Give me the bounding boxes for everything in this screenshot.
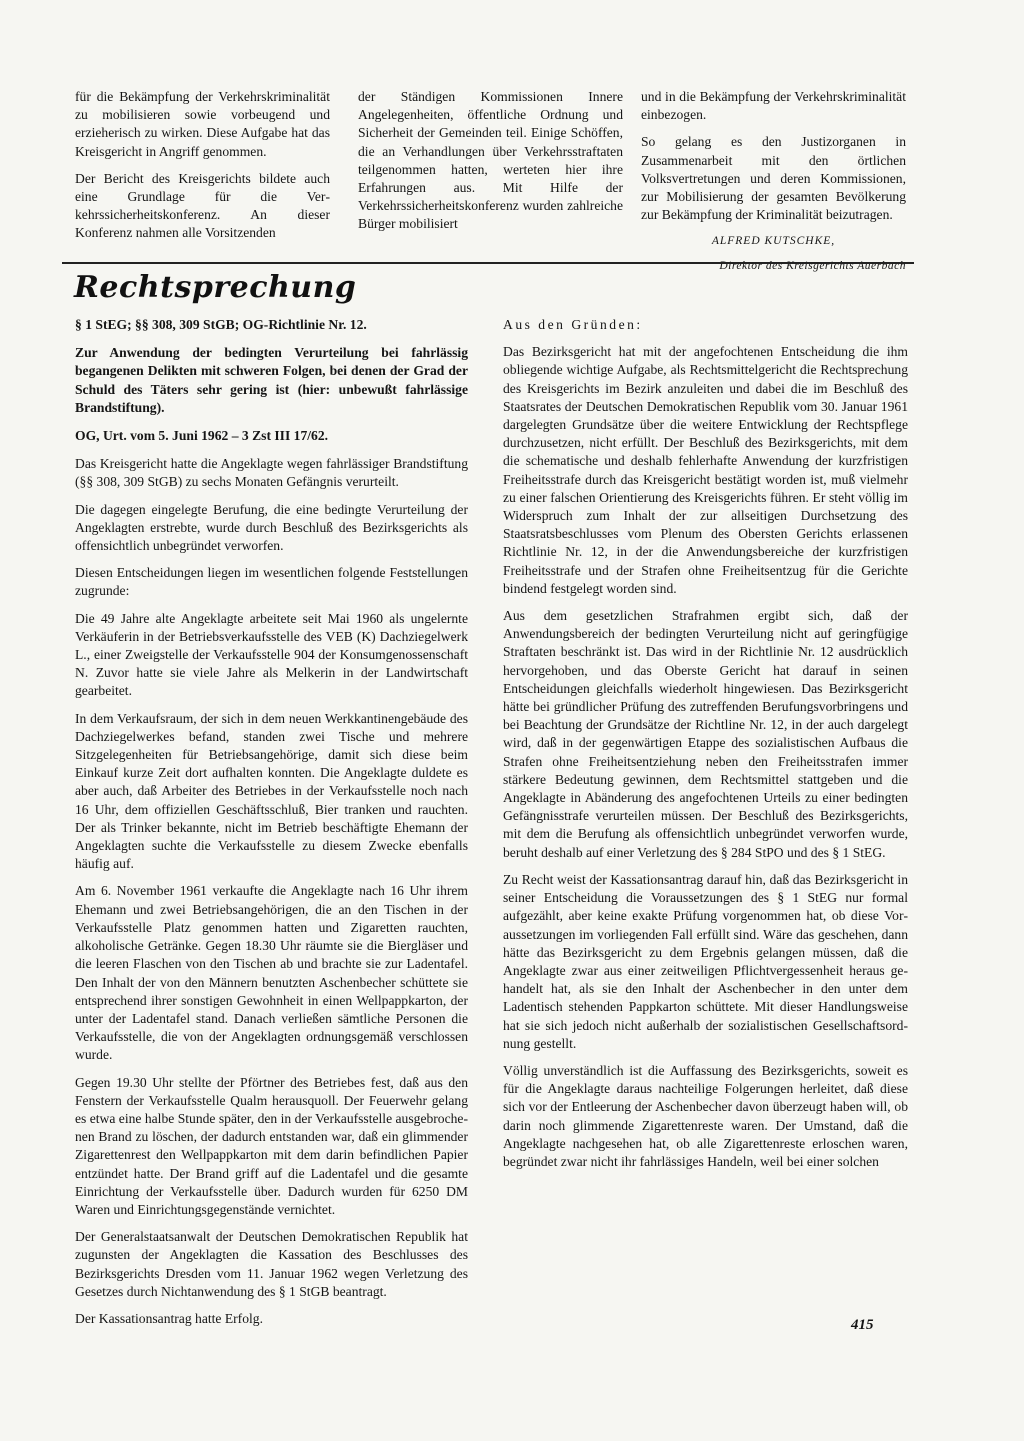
paragraph: Die dagegen eingelegte Berufung, die eine bedingte Verurteilung der Angeklagten erstrebte, wurde durch Beschluß des Bezirksgerichts als offensichtlich unbegründet verworfen.: [75, 501, 468, 554]
signature-name: ALFRED KUTSCHKE,: [711, 235, 836, 248]
paragraph: Gegen 19.30 Uhr stellte der Pförtner des Betriebes fest, daß aus den Fenstern der Verkaufsstelle Qualm herausquoll. Der Feuerwehr gelang es etwa eine halbe Stunde später, den in der Verkaufsstelle ausgebrochenen Brand zu löschen, der dadurch entstanden war, daß ein glimmender Zigarettenrest den Wellpappkarton mit dem darin befindlichen Papier entzündet hatte. Der Brand griff auf die Ladentafel und die gesamte Einrichtung der Verkaufsstelle über. Dadurch wurden für 6250 DM Waren und Einrichtungsgegenstände vernichtet.: [75, 1074, 468, 1217]
case-left-column: [75, 316, 468, 1328]
signature-role: Direktor des Kreisgerichts Auerbach: [719, 260, 906, 273]
paragraph: Diesen Entscheidungen liegen im wesentlichen folgende Feststellungen zugrunde:: [75, 565, 468, 599]
paragraph: So gelang es den Justizorganen in Zusammenarbeit mit den örtlichen Volksvertretungen und deren Kommissionen, zur Mobilisierung der gesamten Bevölkerung zur Bekämpfung der Kriminalität beizutragen.: [641, 134, 906, 223]
paragraph: In dem Verkaufsraum, der sich in dem neuen Werkkantinengebäude des Dachziegelwerkes befand, standen zwei Tische und mehrere Sitzgelegenheiten für Betriebsangehörige, damit sich diese beim Einkauf kurze Zeit dort aufhalten konnten. Die Angeklagte duldete es aber auch, daß Arbeiter des Betriebes in der Verkaufsstelle noch nach 16 Uhr, dem offiziellen Geschäftsschluß, Bier tranken und rauchten. Der als Trinker bekannte, nicht im Betrieb beschäftigte Ehemann der Angeklagten suchte die Verkaufsstelle zu diesem Zwecke ebenfalls häufig auf.: [75, 710, 468, 872]
paragraph: Der Kassationsantrag hatte Erfolg.: [75, 1310, 263, 1326]
case-right-column: [503, 316, 908, 1171]
top-column-3: [641, 88, 906, 274]
section-divider: [62, 262, 914, 264]
paragraph: und in die Bekämpfung der Verkehrskriminalität einbezogen.: [641, 89, 906, 123]
paragraph: für die Bekämpfung der Verkehrskriminalität zu mobilisieren sowie vorbeugend und erzieherisch zu wirken. Diese Aufgabe hat das Kreisgericht in Angriff genommen.: [75, 89, 330, 159]
paragraph: Aus dem gesetzlichen Strafrahmen ergibt sich, daß der Anwendungsbereich der bedingten Verurteilung nicht auf geringfügige Straftaten beschränkt ist. Das wird in der Richtlinie Nr. 12 ausdrücklich hervorgehoben, und das Oberste Gericht hat darauf in seinen Entscheidungen gleichfalls wiederholt hingewiesen. Das Bezirksgericht hätte bei gründlicher Prüfung des zutreffenden Berufungsvorbringens und bei Beachtung der Grundsätze der Richtline Nr. 12, in der auch dargelegt wird, daß in der gegenwärtigen Etappe des sozialistischen Aufbaus die Strafen ohne Freiheitsentziehung neben den Freiheitsstrafen immer stärkere Bedeutung gewinnen, dem Rechtsmittel stattgeben und die Angeklagte in Abänderung des angefochtenen Urteils zu einer bedingten Gefängnisstrafe verurteilen müssen. Der Beschluß des Bezirksgerichts, mit dem die Berufung als offensichtlich unbegründet verworfen wurde, beruht deshalb auf einer Verletzung des § 284 StPO und des § 1 StEG.: [503, 608, 908, 860]
case-summary: Zur Anwendung der bedingten Verurteilung bei fahrlässig begangenen Delikten mit schweren Folgen, bei denen der Grad der Schuld des Täters sehr gering ist (hier: unbewußt fahrlässige Brandstiftung).: [75, 345, 468, 415]
paragraph: Am 6. November 1961 verkaufte die Angeklagte nach 16 Uhr ihrem Ehemann und zwei Betriebsangehörigen, die an den Tischen in der Verkaufsstelle Platz genommen hatten und Zigaretten rauchten, alkoholische Getränke. Gegen 18.30 Uhr räumte sie die Biergläser und die leeren Flaschen von den Tischen ab und brachte sie zur Ladentafel. Den Inhalt der von den Männern benutzten Aschenbecher schüttete sie entsprechend ihrer sonstigen Gewohnheit in einen Wellpappkarton, der unter der Ladentafel stand. Danach verließen sämtliche Personen die Verkaufsstelle, die von der Angeklagten ordnungsgemäß verschlossen wurde.: [75, 883, 468, 1063]
paragraph: Die 49 Jahre alte Angeklagte arbeitete seit Mai 1960 als ungelernte Verkäuferin in der Betriebsverkaufsstelle des VEB (K) Dachziegelwerk L., einer Zweigstelle der Verkaufsstelle 904 der Konsumgenossenschaft N. Zuvor hatte sie viele Jahre als Melkerin in der Landwirtschaft gearbeitet.: [75, 610, 468, 699]
page-number: 415: [851, 1317, 874, 1333]
case-citation: § 1 StEG; §§ 308, 309 StGB; OG-Richtlinie Nr. 12.: [75, 317, 367, 332]
paragraph: Der Bericht des Kreisgerichts bildete auch eine Grundlage für die Verkehrssicherheitskonferenz. An dieser Konferenz nahmen alle Vorsitzenden: [75, 170, 330, 241]
reasons-heading: Aus den Gründen:: [503, 317, 643, 332]
top-column-2: [358, 88, 623, 234]
section-heading: Rechtsprechung: [74, 270, 357, 305]
case-reference: OG, Urt. vom 5. Juni 1962 – 3 Zst III 17/62.: [75, 428, 329, 444]
paragraph: Völlig unverständlich ist die Auffassung des Bezirksgerichts, soweit es für die Angeklagte daraus nachteilige Folgerungen herleitet, daß diese sich vor der Entleerung der Aschenbecher davon überzeugt haben will, ob darin noch glimmende Zigarettenreste waren. Der Umstand, daß die Angeklagte nachgesehen hat, ob alle Zigarettenreste erloschen waren, begründet zwar nicht ihr fahrlässiges Handeln, weil bei einer solchen: [503, 1062, 908, 1169]
paragraph: Zu Recht weist der Kassationsantrag darauf hin, daß das Bezirksgericht in seiner Entscheidung die Voraussetzungen des § 1 StEG nur formal aufgezählt, aber keine exakte Prüfung vorgenommen hat, ob diese Voraussetzungen im vorliegenden Fall erfüllt sind. Wäre das geschehen, dann hätte das Bezirksgericht zu dem Ergebnis gelangen müssen, daß die Angeklagte zwar aus einer zeitweiligen Pflichtvergessenheit heraus gehandelt hat, als sie den Inhalt der Aschenbecher in den unter dem Ladentisch stehenden Pappkarton schüttete. Mit dieser Handlungsweise hat sie sich jedoch nicht außerhalb der sozialistischen Gesellschaftsordnung gestellt.: [503, 871, 908, 1051]
paragraph: Das Bezirksgericht hat mit der angefochtenen Entscheidung die ihm obliegende wichtige Aufgabe, als Rechtsmittelgericht die Rechtsprechung des Kreisgerichts im Bezirk anzuleiten und dabei die im Beschluß des Staatsrates der Deutschen Demokratischen Republik vom 30. Januar 1961 dargelegten Grundsätze über die weitere Entwicklung der Rechtspflege durchzusetzen, nicht erfüllt. Der Beschluß des Bezirksgerichts, mit dem die schematische und deshalb fehlerhafte Anwendung der kurzfristigen Freiheitsstrafe durch das Kreisgericht bestätigt worden ist, muß vielmehr zu einer falschen Orientierung des Kreisgerichts führen. Er steht völlig im Widerspruch zum Inhalt der zur allseitigen Durchsetzung des Staatsratsbeschlusses vom Plenum des Obersten Gerichts erlassenen Richtlinie Nr. 12, in der die Anwendungsbereiche der kurzfristigen Freiheitsstrafe und der Strafen ohne Freiheitsentzug für die Gerichte bindend festgelegt worden sind.: [503, 344, 908, 596]
paragraph: Das Kreisgericht hatte die Angeklagte wegen fahrlässiger Brandstiftung (§§ 308, 309 StGB) zu sechs Monaten Gefängnis verurteilt.: [75, 456, 468, 490]
paragraph: der Ständigen Kommissionen Innere Angelegenheiten, öffentliche Ordnung und Sicherheit der Gemeinden teil. Einige Schöffen, die an Verhandlungen über Verkehrsstraftaten teilgenommen hatten, werteten hier ihre Erfahrungen aus. Mit Hilfe der Verkehrssicherheitskonferenz wurden zahlreiche Bürger mobilisiert: [358, 89, 623, 232]
top-column-1: [75, 88, 330, 243]
paragraph: Der Generalstaatsanwalt der Deutschen Demokratischen Republik hat zugunsten der Angeklagten die Kassation des Beschlusses des Bezirksgerichts Dresden vom 11. Januar 1962 wegen Verletzung des Gesetzes durch Nichtanwendung des § 1 StGB beantragt.: [75, 1229, 468, 1299]
